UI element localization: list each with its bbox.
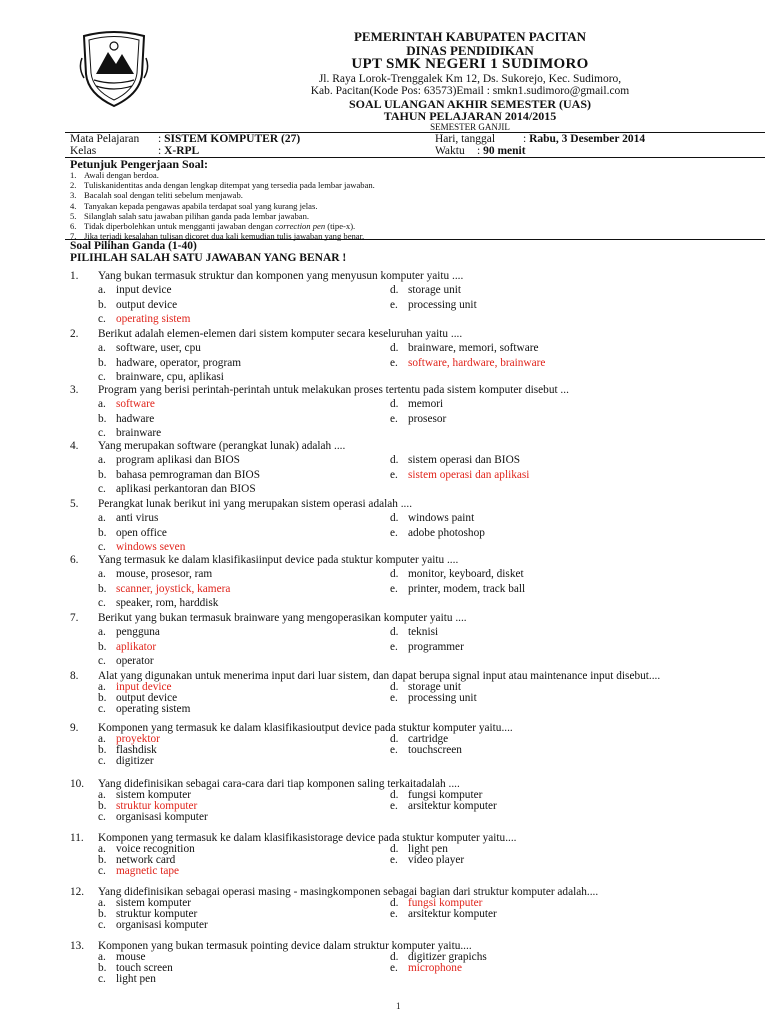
instruction-item <box>70 212 309 221</box>
question-number: 10. <box>70 778 85 790</box>
option-letter: c. <box>98 865 106 877</box>
instruction-text: Jika terjadi kesalahan tulisan dicoret dua kali kemudian tulis jawaban yang benar. <box>84 231 365 242</box>
option-letter: c. <box>98 312 106 325</box>
instruction-item <box>70 171 159 180</box>
day-label: Hari, tanggal <box>435 133 496 145</box>
option-letter: c. <box>98 540 106 553</box>
page-number: 1 <box>396 1001 401 1011</box>
option-text: operating sistem <box>116 703 191 715</box>
option-text: brainware, memori, software <box>408 342 539 355</box>
subject-label: Mata Pelajaran <box>70 133 140 145</box>
option-letter: a. <box>98 733 106 745</box>
option-text: magnetic tape <box>116 865 180 877</box>
option-text: program aplikasi dan BIOS <box>116 454 240 467</box>
option-letter: b. <box>98 468 107 481</box>
option <box>98 414 154 425</box>
instruction-item <box>70 202 317 211</box>
option-letter: c. <box>98 482 106 495</box>
option <box>98 358 241 369</box>
option-letter: e. <box>390 298 398 311</box>
answer-option <box>98 642 156 653</box>
option <box>390 414 446 425</box>
option-letter: e. <box>390 800 398 812</box>
option <box>98 470 260 481</box>
question-number: 6. <box>70 554 79 566</box>
section-title: Soal Pilihan Ganda (1-40) <box>70 240 197 252</box>
question-stem: Program yang berisi perintah-perintah untuk melakukan proses tertentu pada sistem komputer disebut ... <box>98 384 569 396</box>
regency-crest-logo <box>78 28 150 108</box>
option-letter: d. <box>390 284 399 297</box>
option-letter: c. <box>98 654 106 667</box>
question-text <box>70 499 412 510</box>
question-stem: Berikut yang bukan termasuk brainware yang mengoperasikan komputer yaitu .... <box>98 612 467 624</box>
option <box>390 909 497 920</box>
option-text: microphone <box>408 962 462 974</box>
subject-row: Mata Pelajaran : SISTEM KOMPUTER (27) <box>70 133 301 145</box>
option-text: flashdisk <box>116 744 157 756</box>
option-letter: b. <box>98 908 107 920</box>
option-letter: a. <box>98 843 106 855</box>
option <box>98 428 161 439</box>
option-text: operator <box>116 654 154 667</box>
option-letter: d. <box>390 681 399 693</box>
option-text: pengguna <box>116 626 160 639</box>
option-text: arsitektur komputer <box>408 908 497 920</box>
question-stem: Yang merupakan software (perangkat lunak) adalah .... <box>98 440 346 452</box>
option-text: touchscreen <box>408 744 462 756</box>
option-text: scanner, joystick, kamera <box>116 582 231 595</box>
option-letter: d. <box>390 454 399 467</box>
option-text: windows seven <box>116 540 186 553</box>
option-text: input device <box>116 681 172 693</box>
option-text: speaker, rom, harddisk <box>116 596 219 609</box>
header-government: PEMERINTAH KABUPATEN PACITAN <box>353 29 587 44</box>
question-number: 9. <box>70 722 79 734</box>
question-text <box>70 613 467 624</box>
option <box>98 656 154 667</box>
instruction-number: 1. <box>70 170 77 180</box>
instruction-text: Awali dengan berdoa. <box>84 170 159 180</box>
option-text: arsitektur komputer <box>408 800 497 812</box>
question-number: 2. <box>70 328 79 340</box>
option-letter: a. <box>98 512 106 525</box>
option-text: input device <box>116 284 172 297</box>
option-text: struktur komputer <box>116 908 198 920</box>
option-text: teknisi <box>408 626 439 639</box>
option-text: aplikator <box>116 640 157 653</box>
time-label: Waktu <box>435 145 465 157</box>
answer-option <box>98 314 190 325</box>
option-text: brainware, cpu, aplikasi <box>116 370 224 383</box>
option-text: open office <box>116 526 167 539</box>
instruction-number: 5. <box>70 210 77 221</box>
instruction-number: 4. <box>70 200 77 211</box>
option <box>98 343 201 354</box>
option-letter: e. <box>390 744 398 756</box>
option-letter: c. <box>98 919 106 931</box>
option-letter: d. <box>390 897 399 909</box>
option <box>390 627 438 638</box>
option-letter: b. <box>98 744 107 756</box>
option-letter: e. <box>390 854 398 866</box>
option <box>390 801 497 812</box>
option-letter: c. <box>98 370 106 383</box>
instruction-text: Silanglah salah satu jawaban pilihan ganda pada lembar jawaban. <box>84 210 310 221</box>
question-stem: Komponen yang termasuk ke dalam klasifikasioutput device pada stuktur komputer yaitu.... <box>98 722 513 734</box>
option <box>390 584 525 595</box>
option-letter: b. <box>98 800 107 812</box>
option <box>390 745 462 756</box>
option-letter: a. <box>98 951 106 963</box>
option-letter: c. <box>98 596 106 609</box>
option <box>98 812 208 823</box>
option <box>390 399 443 410</box>
option <box>98 455 240 466</box>
question-number: 8. <box>70 670 79 682</box>
question-stem: Yang termasuk ke dalam klasifikasiinput device pada stuktur komputer yaitu .... <box>98 554 459 566</box>
option-text: organisasi komputer <box>116 919 208 931</box>
option-letter: d. <box>390 512 399 525</box>
option-text: hadware, operator, program <box>116 356 242 369</box>
option <box>390 343 539 354</box>
instruction-text: (tipe-x). <box>325 221 356 231</box>
option-text: output device <box>116 692 178 704</box>
option-letter: e. <box>390 908 398 920</box>
option <box>390 285 461 296</box>
question-stem: Yang bukan termasuk struktur dan komponen yang menyusun komputer yaitu .... <box>98 270 464 282</box>
option <box>390 642 464 653</box>
answer-option <box>98 542 185 553</box>
option-text: software <box>116 398 155 411</box>
instruction-item <box>70 181 375 190</box>
question-number: 13. <box>70 940 85 952</box>
option-letter: a. <box>98 398 106 411</box>
exam-title: SOAL ULANGAN AKHIR SEMESTER (UAS) <box>348 97 592 111</box>
option-letter: d. <box>390 398 399 411</box>
option-text: network card <box>116 854 176 866</box>
question-stem: Komponen yang bukan termasuk pointing device dalam struktur komputer yaitu.... <box>98 940 472 952</box>
option-text: adobe photoshop <box>408 526 485 539</box>
option-letter: a. <box>98 681 106 693</box>
option-letter: e. <box>390 468 398 481</box>
day-row: Hari, tanggal : Rabu, 3 Desember 2014 <box>435 133 646 145</box>
time-row: Waktu : 90 menit <box>435 145 526 157</box>
option <box>390 300 477 311</box>
option-text: mouse <box>116 951 146 963</box>
option-letter: a. <box>98 626 106 639</box>
instruction-number: 2. <box>70 180 77 191</box>
class-value: X-RPL <box>164 145 200 157</box>
option-letter: a. <box>98 897 106 909</box>
option <box>390 513 474 524</box>
question-number: 7. <box>70 612 79 624</box>
option-letter: b. <box>98 854 107 866</box>
question-number: 12. <box>70 886 85 898</box>
option-text: light pen <box>408 843 448 855</box>
instruction-text: Tanyakan kepada pengawas apabila terdapat soal yang kurang jelas. <box>84 200 318 211</box>
question-text <box>70 385 569 396</box>
option-letter: c. <box>98 426 106 439</box>
question-number: 4. <box>70 440 79 452</box>
option-letter: b. <box>98 298 107 311</box>
option-text: digitizer grapichs <box>408 951 487 963</box>
option-letter: c. <box>98 811 106 823</box>
question-number: 5. <box>70 498 79 510</box>
option <box>98 528 167 539</box>
question-number: 11. <box>70 832 84 844</box>
option-letter: b. <box>98 962 107 974</box>
instruction-text: Tuliskanidentitas anda dengan lengkap ditempat yang tersedia pada lembar jawaban. <box>84 180 375 191</box>
option <box>98 372 224 383</box>
option-letter: d. <box>390 626 399 639</box>
instruction-item <box>70 191 243 200</box>
academic-year: TAHUN PELAJARAN 2014/2015 <box>383 109 557 123</box>
option-letter: a. <box>98 342 106 355</box>
option-text: aplikasi perkantoran dan BIOS <box>116 482 256 495</box>
option <box>390 693 477 704</box>
option-text: video player <box>408 854 465 866</box>
subject-value: SISTEM KOMPUTER (27) <box>164 133 301 145</box>
option-letter: a. <box>98 789 106 801</box>
option-letter: b. <box>98 640 107 653</box>
option-text: storage unit <box>408 284 462 297</box>
option-letter: c. <box>98 703 106 715</box>
option-letter: b. <box>98 582 107 595</box>
option-letter: e. <box>390 526 398 539</box>
option <box>98 704 190 715</box>
answer-option <box>98 866 179 877</box>
instruction-item <box>70 222 355 231</box>
option-letter: b. <box>98 692 107 704</box>
option-letter: a. <box>98 284 106 297</box>
option <box>98 285 172 296</box>
option <box>390 855 464 866</box>
option-letter: e. <box>390 582 398 595</box>
section-instruction: PILIHLAH SALAH SATU JAWABAN YANG BENAR ! <box>70 252 347 264</box>
option-text: sistem komputer <box>116 897 191 909</box>
option <box>98 598 218 609</box>
option-text: software, hardware, brainware <box>408 356 546 369</box>
instruction-number: 6. <box>70 221 77 231</box>
day-value: Rabu, 3 Desember 2014 <box>529 133 646 145</box>
option-text: printer, modem, track ball <box>408 582 526 595</box>
option-text: anti virus <box>116 512 159 525</box>
option-letter: d. <box>390 951 399 963</box>
option-text: sistem operasi dan BIOS <box>408 454 521 467</box>
question-stem: Alat yang digunakan untuk menerima input dari luar sistem, dan dapat berupa signal input atau maintenance input disebut.... <box>98 670 661 682</box>
option-letter: c. <box>98 755 106 767</box>
option-text: sistem komputer <box>116 789 191 801</box>
instruction-text-italic: correction pen <box>275 221 326 231</box>
option-text: output device <box>116 298 178 311</box>
option-text: programmer <box>408 640 464 653</box>
option-text: fungsi komputer <box>408 789 483 801</box>
option-letter: e. <box>390 692 398 704</box>
answer-option <box>390 470 529 481</box>
option-letter: e. <box>390 640 398 653</box>
question-stem: Komponen yang termasuk ke dalam klasifikasistorage device pada stuktur komputer yaitu.... <box>98 832 517 844</box>
question-text <box>70 441 345 452</box>
question-stem: Perangkat lunak berikut ini yang merupakan sistem operasi adalah .... <box>98 498 413 510</box>
option-text: organisasi komputer <box>116 811 208 823</box>
question-stem: Berikut adalah elemen-elemen dari sistem komputer secara keseluruhan yaitu .... <box>98 328 463 340</box>
option-letter: d. <box>390 733 399 745</box>
option-text: voice recognition <box>116 843 195 855</box>
answer-option <box>98 399 155 410</box>
option-text: hadware <box>116 412 155 425</box>
question-text <box>70 329 462 340</box>
semester: SEMESTER GANJIL <box>430 122 510 132</box>
option-letter: b. <box>98 526 107 539</box>
option <box>390 569 524 580</box>
question-number: 1. <box>70 270 79 282</box>
header-address-2: Kab. Pacitan(Kode Pos: 63573)Email : smkn1.sudimoro@gmail.com <box>310 85 630 97</box>
class-row: Kelas : X-RPL <box>70 145 200 157</box>
option-text: monitor, keyboard, disket <box>408 568 524 581</box>
option-text: prosesor <box>408 412 447 425</box>
option-text: touch screen <box>116 962 173 974</box>
option <box>98 974 156 985</box>
instruction-number: 7. <box>70 231 77 242</box>
option <box>98 756 154 767</box>
option <box>98 300 177 311</box>
instruction-text: Bacalah soal dengan teliti sebelum menjawab. <box>84 190 243 201</box>
option-text: processing unit <box>408 298 477 311</box>
answer-option <box>98 584 230 595</box>
answer-option <box>390 358 545 369</box>
option <box>98 513 158 524</box>
option-text: light pen <box>116 973 156 985</box>
option-text: cartridge <box>408 733 449 745</box>
option-text: memori <box>408 398 444 411</box>
header-department: DINAS PENDIDIKAN <box>406 43 534 58</box>
instruction-text: Tidak diperbolehkan untuk mengganti jawaban dengan <box>84 221 276 231</box>
option <box>98 484 256 495</box>
option-text: sistem operasi dan aplikasi <box>408 468 530 481</box>
option-letter: c. <box>98 973 106 985</box>
option-letter: b. <box>98 356 107 369</box>
option-text: storage unit <box>408 681 462 693</box>
question-stem: Yang didefinisikan sebagai cara-cara dari tiap komponen saling terkaitadalah .... <box>98 778 460 790</box>
answer-option <box>390 963 462 974</box>
option-text: digitizer <box>116 755 154 767</box>
question-text <box>70 555 458 566</box>
option-text: operating sistem <box>116 312 191 325</box>
option-letter: d. <box>390 843 399 855</box>
option-text: proyektor <box>116 733 160 745</box>
option-letter: d. <box>390 342 399 355</box>
option-text: software, user, cpu <box>116 342 201 355</box>
option <box>98 920 208 931</box>
option <box>390 528 485 539</box>
option-text: windows paint <box>408 512 475 525</box>
option-letter: d. <box>390 568 399 581</box>
option-text: brainware <box>116 426 162 439</box>
instruction-number: 3. <box>70 190 77 201</box>
question-stem: Yang didefinisikan sebagai operasi masing - masingkomponen sebagai bagian dari struktur komputer adalah.... <box>98 886 599 898</box>
option-letter: e. <box>390 412 398 425</box>
question-number: 3. <box>70 384 79 396</box>
class-label: Kelas <box>70 145 97 157</box>
option <box>98 569 212 580</box>
option-letter: d. <box>390 789 399 801</box>
instructions-title: Petunjuk Pengerjaan Soal: <box>70 157 208 171</box>
header-school: UPT SMK NEGERI 1 SUDIMORO <box>351 56 589 72</box>
option-text: bahasa pemrograman dan BIOS <box>116 468 260 481</box>
option-text: processing unit <box>408 692 477 704</box>
option <box>98 627 160 638</box>
option-letter: a. <box>98 568 106 581</box>
time-value: 90 menit <box>483 145 526 157</box>
option-letter: e. <box>390 962 398 974</box>
question-text <box>70 271 463 282</box>
header-address-1: Jl. Raya Lorok-Trenggalek Km 12, Ds. Sukorejo, Kec. Sudimoro, <box>318 73 622 85</box>
option-letter: e. <box>390 356 398 369</box>
option-letter: a. <box>98 454 106 467</box>
option <box>390 455 520 466</box>
option-text: mouse, prosesor, ram <box>116 568 213 581</box>
option-text: fungsi komputer <box>408 897 483 909</box>
option-letter: b. <box>98 412 107 425</box>
option-text: struktur komputer <box>116 800 198 812</box>
